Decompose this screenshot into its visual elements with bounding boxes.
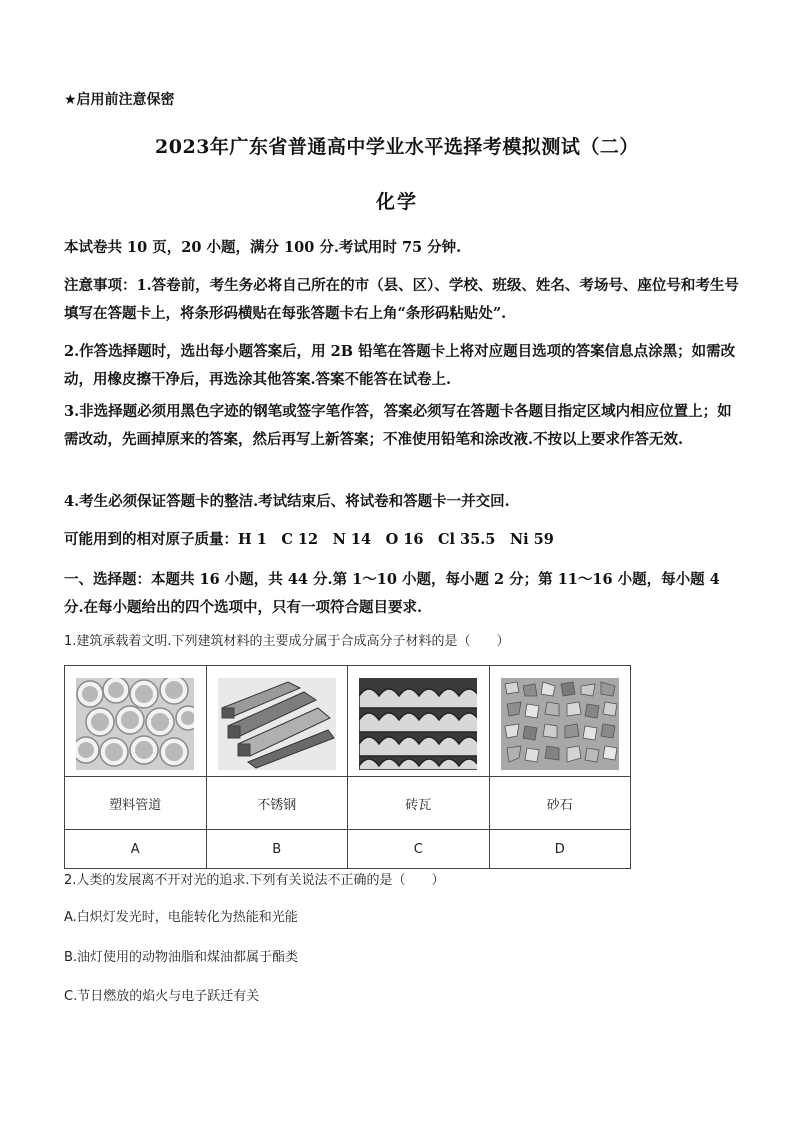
option-image-cell <box>489 666 631 777</box>
stainless-steel-image <box>218 678 336 770</box>
question-2-option-c: C.节日燃放的焰火与电子跃迁有关 <box>64 989 260 1004</box>
instruction-4: 4.考生必须保证答题卡的整洁.考试结束后、将试卷和答题卡一并交回. <box>64 493 510 510</box>
question-2-option-b: B.油灯使用的动物油脂和煤油都属于酯类 <box>64 950 299 965</box>
confidential-notice: ★启用前注意保密 <box>64 92 175 108</box>
question-1-stem: 1.建筑承载着文明.下列建筑材料的主要成分属于合成高分子材料的是（ ） <box>64 634 510 649</box>
subject-title: 化学 <box>375 191 418 213</box>
option-letter: D <box>489 830 631 869</box>
question-2-option-a: A.白炽灯发光时，电能转化为热能和光能 <box>64 910 298 925</box>
instruction-2: 2.作答选择题时，选出每小题答案后，用 2B 铅笔在答题卡上将对应题目选项的答案信息点涂黑；如需改动，用橡皮擦干净后，再选涂其他答案.答案不能答在试卷上. <box>64 343 736 388</box>
plastic-pipes-image <box>76 678 194 770</box>
section-heading: 一、选择题：本题共 16 小题，共 44 分.第 1～10 小题，每小题 2 分；第 11～16 小题，每小题 4 分.在每小题给出的四个选项中，只有一项符合题目要求. <box>64 571 720 616</box>
atomic-masses: 可能用到的相对原子质量：H 1 C 12 N 14 O 16 Cl 35.5 Ni 59 <box>64 531 554 548</box>
materials-table <box>64 665 631 869</box>
question-2-stem: 2.人类的发展离不开对光的追求.下列有关说法不正确的是（ ） <box>64 873 445 888</box>
option-image-cell <box>206 666 348 777</box>
option-name: 塑料管道 <box>65 777 207 830</box>
option-name: 不锈钢 <box>206 777 348 830</box>
option-image-cell <box>65 666 207 777</box>
instruction-1: 注意事项：1.答卷前，考生务必将自己所在的市（县、区）、学校、班级、姓名、考场号、座位号和考生号填写在答题卡上，将条形码横贴在每张答题卡右上角“条形码粘贴处”. <box>64 277 739 322</box>
option-letter: B <box>206 830 348 869</box>
option-letter: A <box>65 830 207 869</box>
instruction-3: 3.非选择题必须用黑色字迹的钢笔或签字笔作答，答案必须写在答题卡各题目指定区域内相应位置上；如需改动，先画掉原来的答案，然后再写上新答案；不准使用铅笔和涂改液.不按以上要求作答无效. <box>64 403 732 448</box>
exam-summary: 本试卷共 10 页，20 小题，满分 100 分.考试用时 75 分钟. <box>64 239 462 256</box>
option-name: 砂石 <box>489 777 631 830</box>
option-name: 砖瓦 <box>348 777 490 830</box>
gravel-image <box>501 678 619 770</box>
option-image-cell <box>348 666 490 777</box>
roof-tiles-image <box>359 678 477 770</box>
option-letter: C <box>348 830 490 869</box>
exam-title: 2023年广东省普通高中学业水平选择考模拟测试（二） <box>155 136 639 158</box>
